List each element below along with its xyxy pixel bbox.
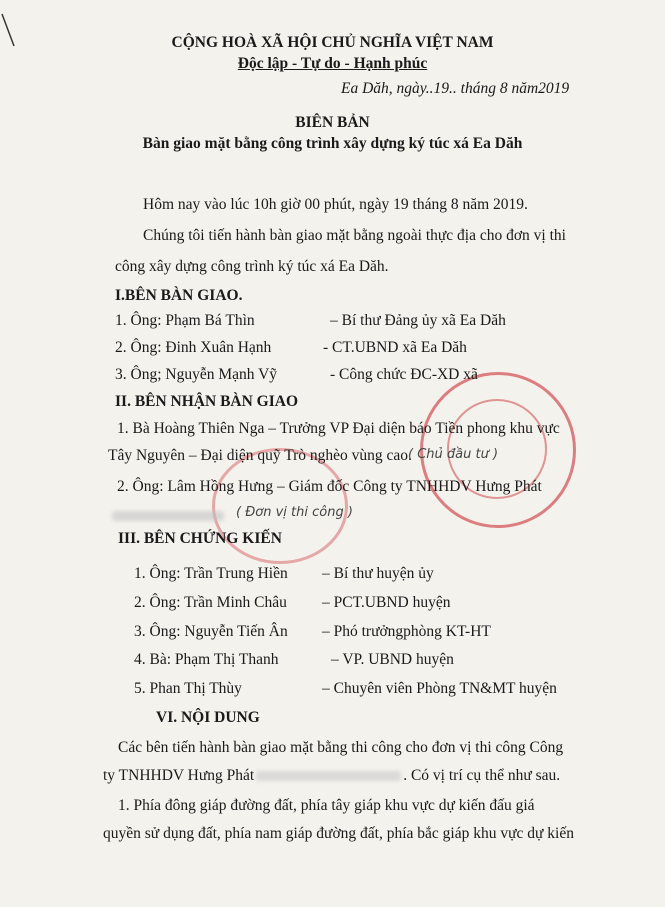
s3-member-3-role: – Phó trưởngphòng KT-HT xyxy=(322,623,491,640)
s4-line-4: quyền sử dụng đất, phía nam giáp đường đất, phía bắc giáp khu vực dự kiến xyxy=(103,825,574,842)
s1-member-3-role: - Công chức ĐC-XD xã xyxy=(330,366,478,383)
section2-heading: II. BÊN NHẬN BÀN GIAO xyxy=(115,393,299,410)
s4-line-3: 1. Phía đông giáp đường đất, phía tây giáp khu vực dự kiến đấu giá xyxy=(118,797,535,814)
s1-member-1-name: 1. Ông: Phạm Bá Thìn xyxy=(115,312,255,329)
s3-member-2-name: 2. Ông: Trần Minh Châu xyxy=(134,594,287,611)
redacted-text-2 xyxy=(256,771,401,781)
section3-heading: III. BÊN CHỨNG KIẾN xyxy=(118,530,282,547)
s3-member-5-name: 5. Phan Thị Thùy xyxy=(134,680,242,697)
motto-text: Độc lập - Tự do - Hạnh phúc xyxy=(237,55,428,72)
doc-subtitle: Bàn giao mặt bằng công trình xây dựng ký túc xá Ea Dăh xyxy=(142,135,523,152)
s2-line-2: Tây Nguyên – Đại diện quỹ Trò nghèo vùng cao. xyxy=(108,447,412,464)
s3-member-4-name: 4. Bà: Phạm Thị Thanh xyxy=(134,651,279,668)
handwritten-note-owner: ( Chủ đầu tư ) xyxy=(408,447,499,462)
s3-member-5-role: – Chuyên viên Phòng TN&MT huyện xyxy=(322,680,557,697)
s3-member-1-name: 1. Ông: Trần Trung Hiền xyxy=(134,565,288,582)
section4-heading: VI. NỘI DUNG xyxy=(156,709,260,726)
s4-line-1: Các bên tiến hành bàn giao mặt bằng thi công cho đơn vị thi công Công xyxy=(118,739,564,756)
country-header: CỘNG HOÀ XÃ HỘI CHỦ NGHĨA VIỆT NAM xyxy=(171,34,494,51)
intro-line-3: công xây dựng công trình ký túc xá Ea Dăh. xyxy=(115,258,389,275)
s3-member-4-role: – VP. UBND huyện xyxy=(331,651,454,668)
intro-line-1: Hôm nay vào lúc 10h giờ 00 phút, ngày 19 tháng 8 năm 2019. xyxy=(143,196,528,213)
handwritten-note-contractor: ( Đơn vị thi công ) xyxy=(236,505,353,520)
s2-line-1: 1. Bà Hoàng Thiên Nga – Trưởng VP Đại diện báo Tiền phong khu vực xyxy=(117,420,560,437)
intro-line-2: Chúng tôi tiến hành bàn giao mặt bằng ngoài thực địa cho đơn vị thi xyxy=(143,227,566,244)
s1-member-2-name: 2. Ông: Đinh Xuân Hạnh xyxy=(115,339,272,356)
section1-heading: I.BÊN BÀN GIAO. xyxy=(115,287,243,304)
redacted-text xyxy=(112,511,224,521)
s4-line-2 xyxy=(103,767,560,785)
s4-company-name: ty TNHHDV Hưng Phát xyxy=(103,767,255,784)
place-date: Ea Dăh, ngày..19.. tháng 8 năm2019 xyxy=(341,80,570,97)
s3-member-1-role: – Bí thư huyện ủy xyxy=(322,565,434,582)
s4-location-note: . Có vị trí cụ thể như sau. xyxy=(403,767,561,784)
s1-member-2-role: - CT.UBND xã Ea Dăh xyxy=(323,339,467,356)
s1-member-3-name: 3. Ông; Nguyễn Mạnh Vỹ xyxy=(115,366,278,383)
motto xyxy=(0,55,665,73)
s3-member-3-name: 3. Ông: Nguyễn Tiến Ân xyxy=(134,623,288,640)
doc-title: BIÊN BẢN xyxy=(295,114,370,131)
s1-member-1-role: – Bí thư Đảng ủy xã Ea Dăh xyxy=(330,312,506,329)
s3-member-2-role: – PCT.UBND huyện xyxy=(322,594,451,611)
s2-line-3: 2. Ông: Lâm Hồng Hưng – Giám đốc Công ty TNHHDV Hưng Phát xyxy=(117,478,542,495)
